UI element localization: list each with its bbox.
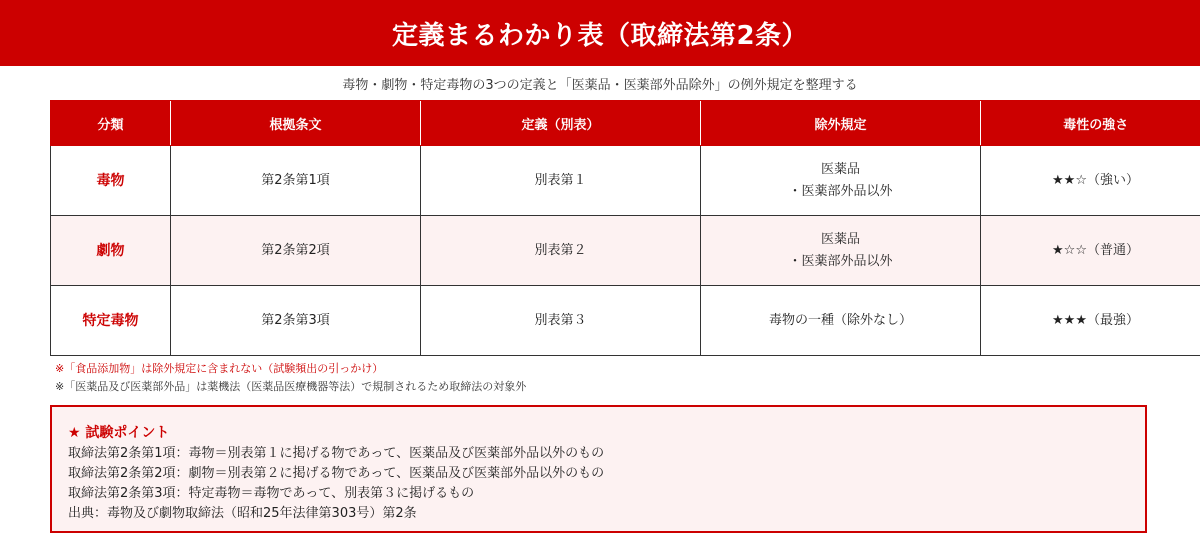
table-row — [51, 146, 1200, 216]
strength-cell: ★☆☆（普通） — [981, 216, 1200, 286]
footnote-pharma-law: ※「医薬品及び医薬部外品」は薬機法（医薬品医療機器等法）で規制されるため取締法の対象外 — [55, 380, 527, 393]
footnote-food-additive: ※「食品添加物」は除外規定に含まれない（試験頻出の引っかけ） — [55, 362, 384, 375]
table-header-row — [51, 101, 1200, 146]
column-header-article: 根拠条文 — [171, 101, 421, 146]
exclusion-line: ・医薬部外品以外 — [788, 253, 893, 269]
definition-table — [50, 100, 1200, 356]
table-row — [51, 216, 1200, 286]
page-title: 定義まるわかり表（取締法第2条） — [391, 20, 809, 51]
exclusion-cell — [701, 216, 981, 286]
exam-point-line: 取締法第2条第1項：毒物＝別表第１に掲げる物であって、医薬品及び医薬部外品以外のもの — [68, 446, 605, 461]
column-header-category: 分類 — [51, 101, 171, 146]
category-cell: 特定毒物 — [51, 286, 171, 356]
column-header-exclusion: 除外規定 — [701, 101, 981, 146]
definition-cell: 別表第３ — [421, 286, 701, 356]
article-cell: 第2条第3項 — [171, 286, 421, 356]
exam-point-line: 取締法第2条第2項：劇物＝別表第２に掲げる物であって、医薬品及び医薬部外品以外のもの — [68, 466, 605, 481]
article-cell: 第2条第2項 — [171, 216, 421, 286]
header-bar — [0, 0, 1200, 66]
strength-cell: ★★☆（強い） — [981, 146, 1200, 216]
exclusion-cell — [701, 286, 981, 356]
exclusion-line: 医薬品 — [820, 231, 860, 247]
exclusion-line: 毒物の一種（除外なし） — [768, 312, 912, 328]
category-cell: 毒物 — [51, 146, 171, 216]
page-subtitle: 毒物・劇物・特定毒物の3つの定義と「医薬品・医薬部外品除外」の例外規定を整理する — [342, 78, 858, 93]
category-cell: 劇物 — [51, 216, 171, 286]
exclusion-line: 医薬品 — [820, 161, 860, 177]
article-cell: 第2条第1項 — [171, 146, 421, 216]
exam-point-line: 取締法第2条第3項：特定毒物＝毒物であって、別表第３に掲げるもの — [68, 486, 475, 501]
strength-cell: ★★★（最強） — [981, 286, 1200, 356]
column-header-strength: 毒性の強さ — [981, 101, 1200, 146]
footnotes — [55, 360, 526, 396]
column-header-definition: 定義（別表） — [421, 101, 701, 146]
table-row — [51, 286, 1200, 356]
source-citation: 出典：毒物及び劇物取締法（昭和25年法律第303号）第2条 — [68, 506, 417, 521]
definition-cell: 別表第１ — [421, 146, 701, 216]
exclusion-line: ・医薬部外品以外 — [788, 183, 893, 199]
definition-cell: 別表第２ — [421, 216, 701, 286]
exam-points-title: ★ 試験ポイント — [68, 425, 170, 441]
exclusion-cell — [701, 146, 981, 216]
exam-points-box — [50, 405, 1147, 533]
